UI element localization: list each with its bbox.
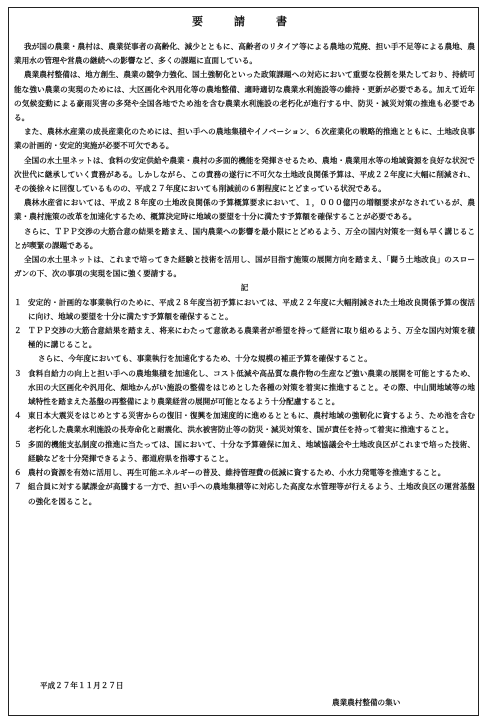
- item-number: ５: [14, 439, 22, 449]
- list-item: [14, 466, 475, 480]
- document-title: 要 請 書: [192, 15, 297, 28]
- document-date: 平成２７年１１月２７日: [40, 681, 124, 690]
- item-number: ６: [14, 468, 22, 478]
- list-item: [14, 324, 475, 352]
- list-item: [14, 409, 475, 437]
- item-text: 食料自給力の向上と担い手への農地集積を加速化し、コスト低減や高品質な農作物の生産など強い農業の展開を可能とするため、水田の大区画化や汎用化、畑地かんがい施設の整備をはじめとした各種の対策を着実に推進すること。その際、中山間地域等の地域特性を踏まえた基盤の再整備により農業経営の展開が可能となるよう十分配慮すること。: [28, 368, 475, 407]
- item-number: ３: [14, 368, 22, 378]
- paragraph: さらに、ＴＰＰ交渉の大筋合意の結果を踏まえ、国内農業への影響を最小限にとどめるよう、万全の国内対策を一刻も早く講じることが喫緊の課題である。: [14, 226, 475, 250]
- list-item: [14, 367, 475, 410]
- item-text: 農村の資源を有効に活用し、再生可能エネルギーの普及、維持管理費の低減に資するため、小水力発電等を推進すること。: [28, 468, 446, 478]
- item-text: 組合員に対する賦課金が高騰する一方で、担い手への農地集積等に対応した高度な水管理等が行えるよう、土地改良区の運営基盤の強化を図ること。: [28, 482, 475, 506]
- item-number: １: [14, 297, 22, 307]
- item-text: 安定的・計画的な事業執行のために、平成２８年度当初予算においては、平成２２年度に大幅削減された土地改良関係予算の復活に向け、地域の要望を十分に満たす予算額を確保すること。: [28, 297, 475, 321]
- paragraph: 農業農村整備は、地方創生、農業の競争力強化、国土強靭化といった政策課題への対応において重要な役割を果たしており、持続可能な強い農業の実現のためには、大区画化や汎用化等の農地整備、適時適切な農業水利施設等の維持・更新が必要である。加えて近年の気候変動による豪雨災害の多発や全国各地でため池を含む農業水利施設の老朽化が進行する中、防災・減災対策の推進も必要である。: [14, 70, 475, 123]
- item-number: ７: [14, 482, 22, 492]
- paragraph: 全国の水土里ネットは、食料の安定供給や農業・農村の多面的機能を発揮させるため、農地・農業用水等の地域資源を良好な状況で次世代に継承していく責務がある。しかしながら、この責務の遂行に不可欠な土地改良関係予算は、平成２２年度に大幅に削減され、その後徐々に回復しているものの、平成２７年度においても削減前の６割程度にとどまっている状況である。: [14, 155, 475, 194]
- document-signature: 農業農村整備の集い: [332, 698, 401, 707]
- item-text: 東日本大震災をはじめとする災害からの復旧・復興を加速度的に進めるとともに、農村地域の強靭化に資するよう、ため池を含む老朽化した農業水利施設の長寿命化と耐震化、洪水被害防止等の防災・減災対策を、国が責任を持って着実に推進すること。: [28, 411, 475, 435]
- list-item: [14, 480, 475, 508]
- section-heading: 記: [240, 283, 249, 293]
- paragraph: 我が国の農業・農村は、農業従事者の高齢化、減少とともに、高齢者のリタイア等による農地の荒廃、担い手不足等による農地、農業用水の管理や営農の継続への影響など、多くの課題に直面している。: [14, 42, 475, 66]
- item-subparagraph: さらに、今年度においても、事業執行を加速化するため、十分な規模の補正予算を確保すること。: [38, 354, 372, 364]
- list-item: [14, 296, 475, 324]
- item-text: 多面的機能支払制度の推進に当たっては、国において、十分な予算確保に加え、地域協議会や土地改良区がこれまで培った技術、経験などを十分発揮できるよう、都道府県を指導すること。: [28, 439, 475, 463]
- paragraph: 全国の水土里ネットは、これまで培ってきた経験と技術を活用し、国が目指す施策の展開方向を踏まえ、「闘う土地改良」のスローガンの下、次の事項の実現を国に強く要請する。: [14, 255, 475, 279]
- item-number: ２: [14, 326, 22, 336]
- item-text: ＴＰＰ交渉の大筋合意結果を踏まえ、将来にわたって意欲ある農業者が希望を持って経営に取り組めるよう、万全な国内対策を積極的に講じること。: [28, 326, 475, 350]
- paragraph: 農林水産省においては、平成２８年度の土地改良関係の予算概算要求において、１，０００億円の増額要求がなされているが、農業・農村施策の改革を加速化するため、概算決定時に地域の要望を十分に満たす予算額を確保することが必要である。: [14, 198, 475, 222]
- item-number: ４: [14, 411, 22, 421]
- paragraph: また、農林水産業の成長産業化のためには、担い手への農地集積やイノベーション、６次産業化の戦略的推進とともに、土地改良事業の計画的・安定的実施が必要不可欠である。: [14, 127, 475, 151]
- list-item: [14, 438, 475, 466]
- document-body: [14, 40, 475, 509]
